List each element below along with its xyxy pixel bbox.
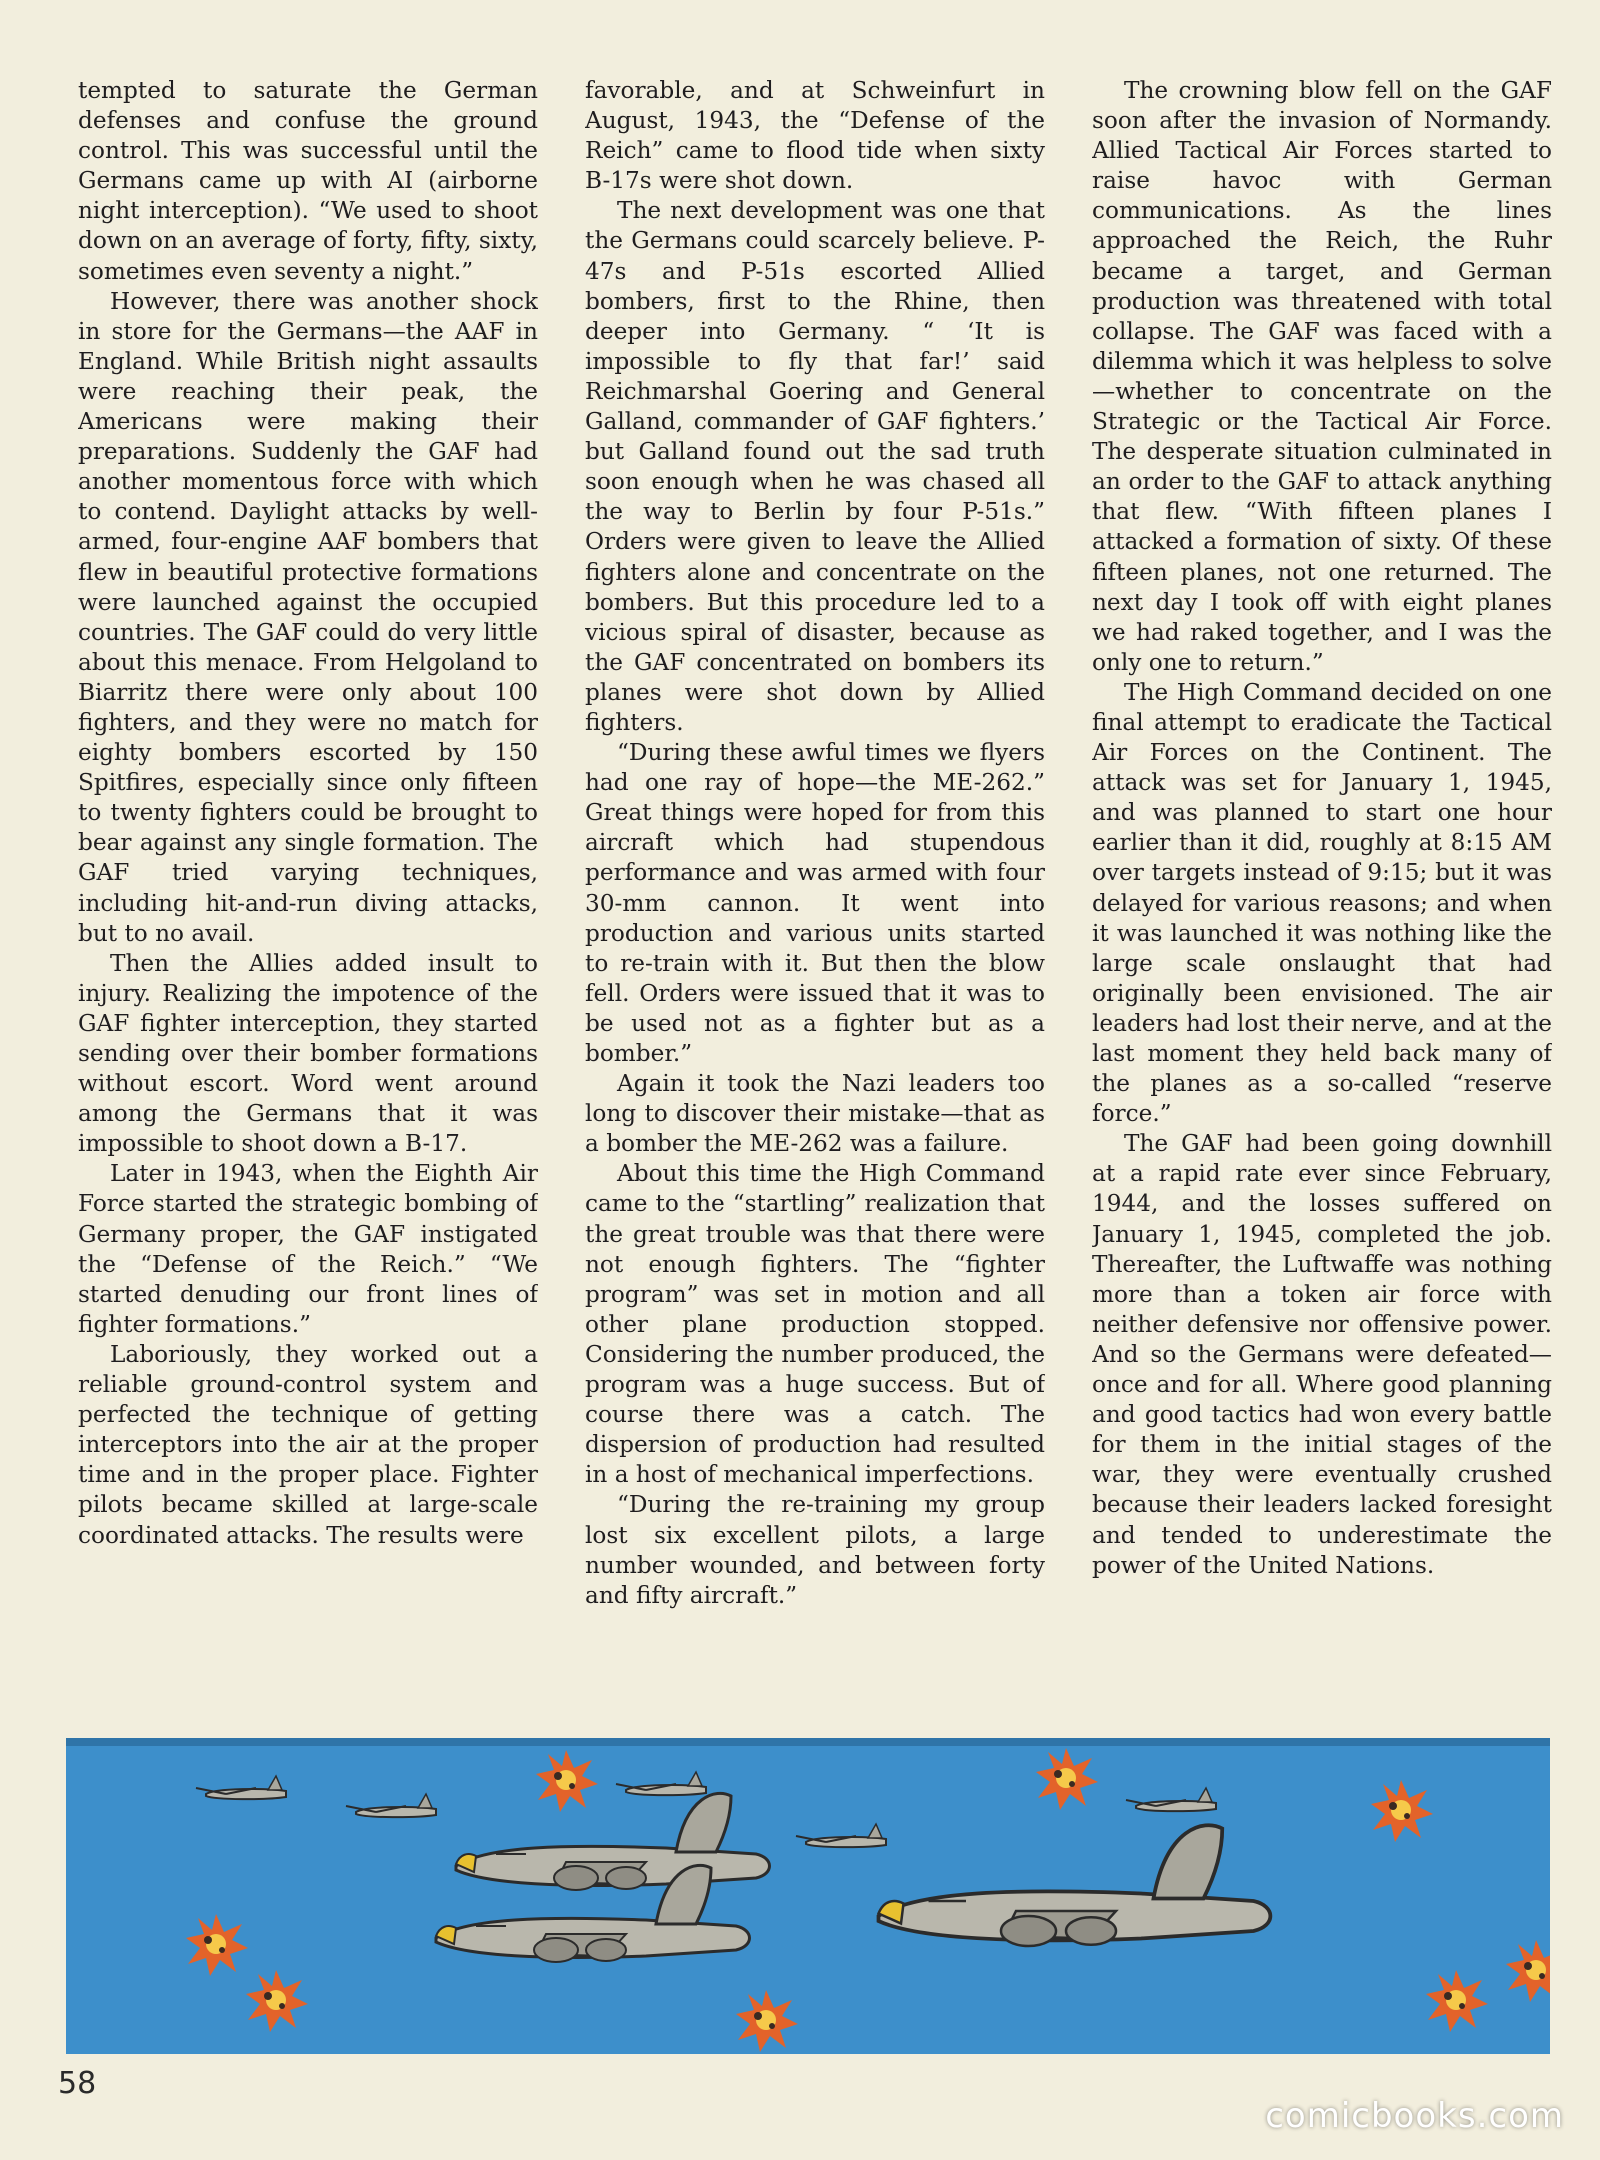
paragraph: The High Command decided on one final attempt to eradicate the Tactical Air Forces on the Continent. The attack was set for January 1, 1945, and was planned to start one hour earlier than it did, roughly at 8:15 AM over targets instead of 9:15; but it was delayed for various reasons; and when it was launched it was nothing like the large scale onslaught that had originally been envisioned. The air leaders had lost their nerve, and at the last moment they held back many of the planes as a so-called “reserve force.” (1092, 678, 1552, 1128)
paragraph: About this time the High Command came to the “startling” realization that the great trouble was that there were not enough fighters. The “fighter program” was set in motion and all other plane production stopped. Considering the number produced, the program was a huge success. But of course there was a catch. The dispersion of production had resulted in a host of mechanical imperfections. (585, 1160, 1045, 1489)
text-column-left (78, 76, 538, 1734)
paragraph: Again it took the Nazi leaders too long to discover their mistake—that as a bomber the ME-262 was a failure. (585, 1070, 1045, 1158)
article-columns (78, 76, 1552, 1734)
paragraph: tempted to saturate the German defenses and confuse the ground control. This was successful until the Germans came up with AI (airborne night interception). “We used to shoot down on an average of forty, fifty, sixty, sometimes even seventy a night.” (78, 77, 538, 285)
paragraph: The GAF had been going downhill at a rapid rate ever since February, 1944, and the losses suffered on January 1, 1945, completed the job. Thereafter, the Luftwaffe was nothing more than a token air force with neither defensive nor offensive power. And so the Germans were defeated—once and for all. Where good planning and good tactics had won every battle for them in the initial stages of the war, they were eventually crushed because their leaders lacked foresight and tended to underestimate the power of the United Nations. (1092, 1130, 1552, 1579)
text-column-right (1092, 76, 1552, 1734)
bomber-formation-illustration (66, 1738, 1550, 2054)
paragraph: favorable, and at Schweinfurt in August, 1943, the “Defense of the Reich” came to flood tide when sixty B-17s were shot down. (585, 77, 1045, 195)
paragraph: The next development was one that the Germans could scarcely believe. P-47s and P-51s escorted Allied bombers, first to the Rhine, then deeper into Germany. “ ‘It is impossible to fly that far!’ said Reichmarshal Goering and General Galland, commander of GAF fighters.’ but Galland found out the sad truth soon enough when he was chased all the way to Berlin by four P-51s.” Orders were given to leave the Allied fighters alone and concentrate on the bombers. But this procedure led to a vicious spiral of disaster, because as the GAF concentrated on bombers its planes were shot down by Allied fighters. (585, 197, 1045, 736)
paragraph: Later in 1943, when the Eighth Air Force started the strategic bombing of Germany proper, the GAF instigated the “Defense of the Reich.” “We started denuding our front lines of fighter formations.” (78, 1160, 538, 1338)
paragraph: “During the re-training my group lost six excellent pilots, a large number wounded, and between forty and fifty aircraft.” (585, 1491, 1045, 1609)
paragraph: Laboriously, they worked out a reliable ground-control system and perfected the technique of getting interceptors into the air at the proper time and in the proper place. Fighter pilots became skilled at large-scale coordinated attacks. The results were (78, 1340, 538, 1549)
page-number: 58 (58, 2066, 97, 2101)
paragraph: Then the Allies added insult to injury. Realizing the impotence of the GAF fighter interception, they started sending over their bomber formations without escort. Word went around among the Germans that it was impossible to shoot down a B-17. (78, 949, 538, 1158)
text-column-middle (585, 76, 1045, 1734)
paragraph: The crowning blow fell on the GAF soon after the invasion of Normandy. Allied Tactical Air Forces started to raise havoc with German communications. As the lines approached the Reich, the Ruhr became a target, and German production was threatened with total collapse. The GAF was faced with a dilemma which it was helpless to solve—whether to concentrate on the Strategic or the Tactical Air Force. The desperate situation culminated in an order to the GAF to attack anything that flew. “With fifteen planes I attacked a formation of sixty. Of these fifteen planes, not one returned. The next day I took off with eight planes we had raked together, and I was the only one to return.” (1092, 77, 1552, 676)
watermark: comicbooks.com (1265, 2096, 1564, 2136)
paragraph: However, there was another shock in store for the Germans—the AAF in England. While British night assaults were reaching their peak, the Americans were making their preparations. Suddenly the GAF had another momentous force with which to contend. Daylight attacks by well-armed, four-engine AAF bombers that flew in beautiful protective formations were launched against the occupied countries. The GAF could do very little about this menace. From Helgoland to Biarritz there were only about 100 fighters, and they were no match for eighty bombers escorted by 150 Spitfires, especially since only fifteen to twenty fighters could be brought to bear against any single formation. The GAF tried varying techniques, including hit-and-run diving attacks, but to no avail. (78, 287, 538, 947)
paragraph: “During these awful times we flyers had one ray of hope—the ME-262.” Great things were hoped for from this aircraft which had stupendous performance and was armed with four 30-mm cannon. It went into production and various units started to re-train with it. But then the blow fell. Orders were issued that it was to be used not as a fighter but as a bomber.” (585, 739, 1045, 1067)
